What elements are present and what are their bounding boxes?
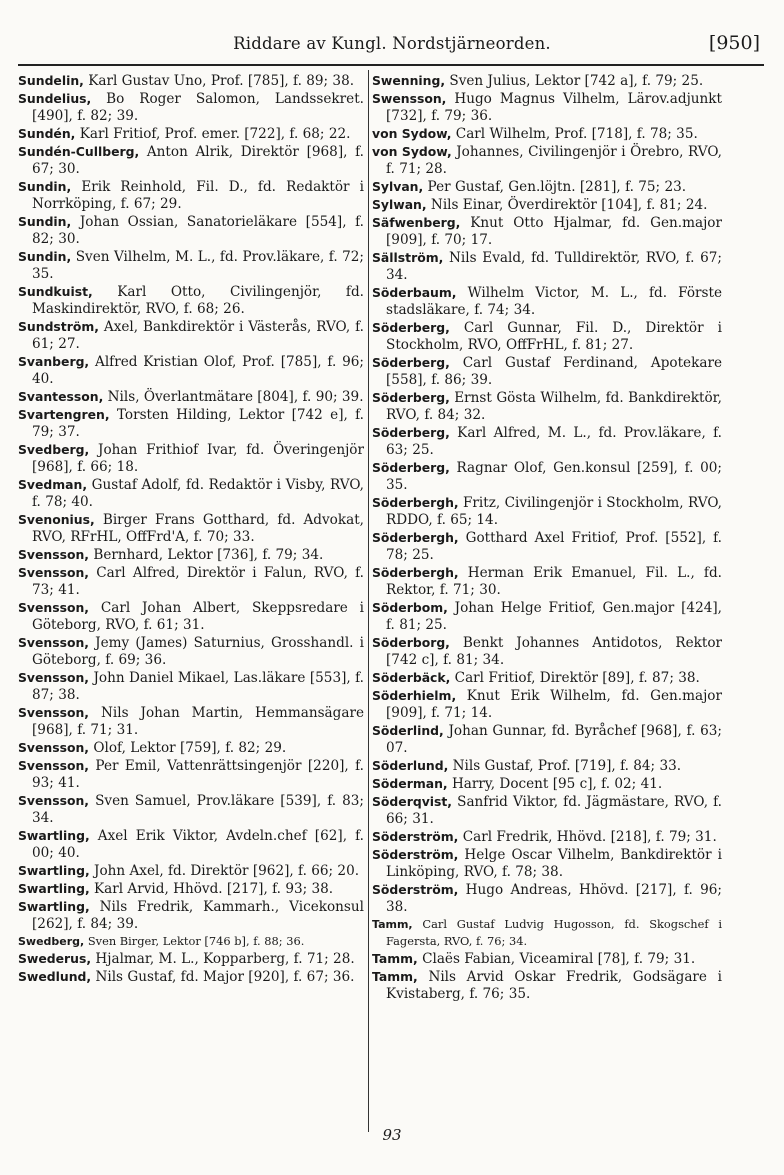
entry-details: Sven Julius, Lektor [742 a], f. 79; 25. (449, 73, 704, 89)
entry-details: Johan Gunnar, fd. Byråchef [968], f. 63; 07. (386, 723, 722, 756)
entry-details: Axel Erik Viktor, Avdeln.chef [62], f. 00; 40. (32, 828, 364, 861)
register-entry (18, 862, 364, 880)
entry-details: Nils Gustaf, fd. Major [920], f. 67; 36. (95, 969, 355, 985)
entry-details: Carl Gunnar, Fil. D., Direktör i Stockholm, RVO, OffFrHL, f. 81; 27. (386, 320, 722, 353)
register-entry (18, 511, 364, 546)
entry-details: Carl Alfred, Direktör i Falun, RVO, f. 73; 41. (32, 565, 365, 598)
entry-details: Gustaf Adolf, fd. Redaktör i Visby, RVO, f. 78; 40. (32, 477, 364, 510)
entry-name: Svensson, (18, 600, 90, 615)
register-entry (18, 898, 364, 933)
entry-details: Harry, Docent [95 c], f. 02; 41. (451, 776, 663, 792)
register-entry (18, 406, 364, 441)
entry-details: Gotthard Axel Fritiof, Prof. [552], f. 78; 25. (386, 530, 722, 563)
register-entry (372, 669, 722, 687)
entry-name: Säfwenberg, (372, 215, 461, 230)
entry-details: Hugo Magnus Vilhelm, Lärov.adjunkt [732], f. 79; 36. (386, 91, 723, 124)
register-entry (372, 916, 722, 950)
entry-details: Carl Gustaf Ferdinand, Apotekare [558], f. 86; 39. (386, 355, 722, 388)
register-entry (372, 90, 722, 125)
entry-name: Söderbergh, (372, 530, 459, 545)
entry-name: Swedlund, (18, 969, 92, 984)
entry-details: Karl Gustav Uno, Prof. [785], f. 89; 38. (88, 73, 355, 89)
entry-details: Ragnar Olof, Gen.konsul [259], f. 00; 35. (386, 460, 722, 493)
entry-details: Nils Einar, Överdirektör [104], f. 81; 24. (430, 197, 708, 213)
entry-name: Söderberg, (372, 390, 450, 405)
entry-name: Söderhielm, (372, 688, 457, 703)
entry-details: Nils Evald, fd. Tulldirektör, RVO, f. 67; 34. (386, 250, 722, 283)
signature-mark: 93 (382, 1126, 402, 1144)
entry-name: Svedberg, (18, 442, 90, 457)
register-entry (18, 880, 364, 898)
entry-name: Svensson, (18, 793, 90, 808)
right-column (372, 72, 722, 1003)
page-header (18, 34, 766, 58)
entry-details: Johan Ossian, Sanatorieläkare [554], f. 82; 30. (32, 214, 364, 247)
register-entry (372, 722, 722, 757)
entry-name: Söderbergh, (372, 495, 459, 510)
entry-name: Svensson, (18, 740, 90, 755)
register-entry (18, 546, 364, 564)
entry-name: Sundin, (18, 179, 72, 194)
register-entry (372, 284, 722, 319)
page-number: [950] (708, 32, 760, 54)
entry-name: Söderberg, (372, 425, 450, 440)
entry-details: John Axel, fd. Direktör [962], f. 66; 20. (94, 863, 360, 879)
register-entry (372, 846, 722, 881)
entry-name: Söderberg, (372, 320, 450, 335)
entry-details: Fritz, Civilingenjör i Stockholm, RVO, RDDO, f. 65; 14. (386, 495, 722, 528)
entry-details: Karl Fritiof, Prof. emer. [722], f. 68; 22. (79, 126, 351, 142)
register-entry (18, 704, 364, 739)
entry-name: Svensson, (18, 565, 90, 580)
entry-name: Söderström, (372, 829, 459, 844)
entry-details: Hjalmar, M. L., Kopparberg, f. 71; 28. (95, 951, 355, 967)
register-entry (372, 214, 722, 249)
entry-name: Sundström, (18, 319, 99, 334)
register-entry (372, 757, 722, 775)
entry-name: Swenning, (372, 73, 446, 88)
entry-details: Axel, Bankdirektör i Västerås, RVO, f. 61; 27. (32, 319, 364, 352)
register-entry (372, 599, 722, 634)
entry-details: Carl Wilhelm, Prof. [718], f. 78; 35. (455, 126, 698, 142)
column-divider (368, 70, 369, 1132)
entry-details: Torsten Hilding, Lektor [742 e], f. 79; 37. (32, 407, 365, 440)
entry-details: Karl Arvid, Hhövd. [217], f. 93; 38. (94, 881, 334, 897)
entry-details: Anton Alrik, Direktör [968], f. 67; 30. (32, 144, 364, 177)
entry-details: Nils Arvid Oskar Fredrik, Godsägare i Kvistaberg, f. 76; 35. (386, 969, 723, 1002)
register-entry (372, 793, 722, 828)
entry-name: Svensson, (18, 758, 90, 773)
entry-name: Sundelin, (18, 73, 84, 88)
entry-name: Söderbergh, (372, 565, 459, 580)
entry-name: Swartling, (18, 881, 90, 896)
register-entry (18, 213, 364, 248)
header-rule (18, 64, 764, 66)
entry-details: Nils Johan Martin, Hemmansägare [968], f. 71; 31. (32, 705, 365, 738)
register-entry (18, 90, 364, 125)
entry-name: Tamm, (372, 951, 418, 966)
entry-name: Svantesson, (18, 389, 104, 404)
register-entry (18, 143, 364, 178)
register-entry (18, 599, 364, 634)
entry-name: Sylvan, (372, 179, 424, 194)
entry-name: Tamm, (372, 918, 413, 931)
register-entry (18, 792, 364, 827)
entry-details: Karl Alfred, M. L., fd. Prov.läkare, f. 63; 25. (386, 425, 723, 458)
entry-details: Nils, Överlantmätare [804], f. 90; 39. (107, 389, 364, 405)
entry-name: Söderlind, (372, 723, 444, 738)
register-entry (18, 950, 364, 968)
register-entry (372, 143, 722, 178)
entry-name: Svensson, (18, 705, 90, 720)
entry-details: Ernst Gösta Wilhelm, fd. Bankdirektör, RVO, f. 84; 32. (386, 390, 723, 423)
register-entry (372, 354, 722, 389)
entry-details: Wilhelm Victor, M. L., fd. Förste stadsläkare, f. 74; 34. (386, 285, 722, 318)
register-entry (372, 459, 722, 494)
entry-details: Nils Gustaf, Prof. [719], f. 84; 33. (452, 758, 682, 774)
entry-details: Hugo Andreas, Hhövd. [217], f. 96; 38. (386, 882, 723, 915)
entry-name: Sundkuist, (18, 284, 93, 299)
register-entry (18, 318, 364, 353)
register-entry (18, 827, 364, 862)
register-entry (18, 178, 364, 213)
entry-name: Söderman, (372, 776, 448, 791)
entry-details: Knut Erik Wilhelm, fd. Gen.major [909], f. 71; 14. (386, 688, 722, 721)
register-entry (18, 968, 364, 986)
entry-name: von Sydow, (372, 144, 452, 159)
register-entry (372, 494, 722, 529)
register-entry (18, 125, 364, 143)
entry-name: Söderberg, (372, 355, 450, 370)
left-column (18, 72, 364, 986)
entry-name: Sällström, (372, 250, 444, 265)
entry-name: Sylwan, (372, 197, 427, 212)
entry-details: Olof, Lektor [759], f. 82; 29. (93, 740, 287, 756)
register-entry (18, 476, 364, 511)
entry-name: Svenonius, (18, 512, 95, 527)
register-entry (372, 828, 722, 846)
entry-details: Per Gustaf, Gen.löjtn. [281], f. 75; 23. (427, 179, 687, 195)
entry-name: Svensson, (18, 670, 90, 685)
register-entry (372, 968, 722, 1003)
register-entry (18, 933, 364, 950)
entry-name: Swartling, (18, 863, 90, 878)
entry-details: Jemy (James) Saturnius, Grosshandl. i Göteborg, f. 69; 36. (32, 635, 364, 668)
entry-details: Carl Fritiof, Direktör [89], f. 87; 38. (454, 670, 700, 686)
entry-name: Söderborg, (372, 635, 450, 650)
register-entry (18, 739, 364, 757)
entry-name: Swederus, (18, 951, 92, 966)
entry-details: Sanfrid Viktor, fd. Jägmästare, RVO, f. 66; 31. (386, 794, 722, 827)
register-entry (372, 125, 722, 143)
entry-details: Alfred Kristian Olof, Prof. [785], f. 96; 40. (32, 354, 364, 387)
entry-name: Svensson, (18, 547, 90, 562)
entry-details: Carl Gustaf Ludvig Hugosson, fd. Skogschef i Fagersta, RVO, f. 76; 34. (386, 917, 722, 948)
entry-details: Erik Reinhold, Fil. D., fd. Redaktör i Norrköping, f. 67; 29. (32, 179, 365, 212)
entry-name: Sundin, (18, 249, 72, 264)
entry-name: von Sydow, (372, 126, 452, 141)
entry-name: Sundelius, (18, 91, 92, 106)
register-entry (372, 178, 722, 196)
entry-details: Sven Birger, Lektor [746 b], f. 88; 36. (87, 934, 305, 948)
page-title: Riddare av Kungl. Nordstjärneorden. (233, 34, 551, 53)
entry-name: Swedberg, (18, 935, 85, 948)
entry-name: Söderbaum, (372, 285, 457, 300)
entry-details: Sven Samuel, Prov.läkare [539], f. 83; 34. (32, 793, 364, 826)
entry-name: Svensson, (18, 635, 90, 650)
entry-details: Claës Fabian, Viceamiral [78], f. 79; 31. (422, 951, 696, 967)
entry-name: Swartling, (18, 828, 90, 843)
register-entry (372, 72, 722, 90)
entry-name: Svanberg, (18, 354, 90, 369)
entry-details: Bo Roger Salomon, Landssekret. [490], f. 82; 39. (32, 91, 364, 124)
entry-name: Svedman, (18, 477, 88, 492)
entry-details: Sven Vilhelm, M. L., fd. Prov.läkare, f. 72; 35. (32, 249, 364, 282)
register-entry (18, 388, 364, 406)
register-entry (372, 529, 722, 564)
entry-name: Söderström, (372, 847, 459, 862)
entry-name: Swartling, (18, 899, 90, 914)
entry-details: John Daniel Mikael, Las.läkare [553], f. 87; 38. (32, 670, 364, 703)
entry-name: Svartengren, (18, 407, 110, 422)
entry-details: Johan Helge Fritiof, Gen.major [424], f. 81; 25. (386, 600, 722, 633)
register-entry (18, 248, 364, 283)
register-entry (372, 196, 722, 214)
entry-name: Söderbom, (372, 600, 448, 615)
register-entry (372, 950, 722, 968)
register-entry (372, 564, 722, 599)
register-entry (18, 669, 364, 704)
register-entry (18, 441, 364, 476)
register-entry (372, 424, 722, 459)
register-entry (372, 634, 722, 669)
entry-name: Söderberg, (372, 460, 450, 475)
entry-details: Carl Fredrik, Hhövd. [218], f. 79; 31. (462, 829, 717, 845)
register-entry (18, 72, 364, 90)
register-entry (372, 687, 722, 722)
register-entry (372, 389, 722, 424)
entry-details: Birger Frans Gotthard, fd. Advokat, RVO, RFrHL, OffFrd'A, f. 70; 33. (32, 512, 364, 545)
entry-details: Carl Johan Albert, Skeppsredare i Göteborg, RVO, f. 61; 31. (32, 600, 364, 633)
entry-name: Sundén, (18, 126, 76, 141)
entry-details: Nils Fredrik, Kammarh., Vicekonsul [262], f. 84; 39. (32, 899, 364, 932)
entry-details: Johannes, Civilingenjör i Örebro, RVO, f. 71; 28. (386, 144, 722, 177)
entry-name: Söderström, (372, 882, 459, 897)
entry-details: Helge Oscar Vilhelm, Bankdirektör i Linköping, RVO, f. 78; 38. (386, 847, 723, 880)
register-entry (372, 881, 722, 916)
register-entry (18, 353, 364, 388)
register-entry (372, 249, 722, 284)
entry-name: Tamm, (372, 969, 418, 984)
entry-details: Karl Otto, Civilingenjör, fd. Maskindirektör, RVO, f. 68; 26. (32, 284, 364, 317)
entry-details: Herman Erik Emanuel, Fil. L., fd. Rektor, f. 71; 30. (386, 565, 722, 598)
entry-details: Johan Frithiof Ivar, fd. Överingenjör [968], f. 66; 18. (32, 442, 364, 475)
register-entry (372, 775, 722, 793)
entry-details: Bernhard, Lektor [736], f. 79; 34. (93, 547, 324, 563)
entry-name: Swensson, (372, 91, 447, 106)
entry-name: Sundén-Cullberg, (18, 144, 140, 159)
register-entry (18, 564, 364, 599)
entry-name: Söderbäck, (372, 670, 451, 685)
register-entry (18, 634, 364, 669)
register-entry (18, 757, 364, 792)
entry-details: Per Emil, Vattenrättsingenjör [220], f. 93; 41. (32, 758, 364, 791)
register-entry (372, 319, 722, 354)
entry-details: Benkt Johannes Antidotos, Rektor [742 c], f. 81; 34. (386, 635, 722, 668)
entry-name: Söderqvist, (372, 794, 453, 809)
register-entry (18, 283, 364, 318)
entry-details: Knut Otto Hjalmar, fd. Gen.major [909], f. 70; 17. (386, 215, 722, 248)
entry-name: Sundin, (18, 214, 72, 229)
entry-name: Söderlund, (372, 758, 449, 773)
